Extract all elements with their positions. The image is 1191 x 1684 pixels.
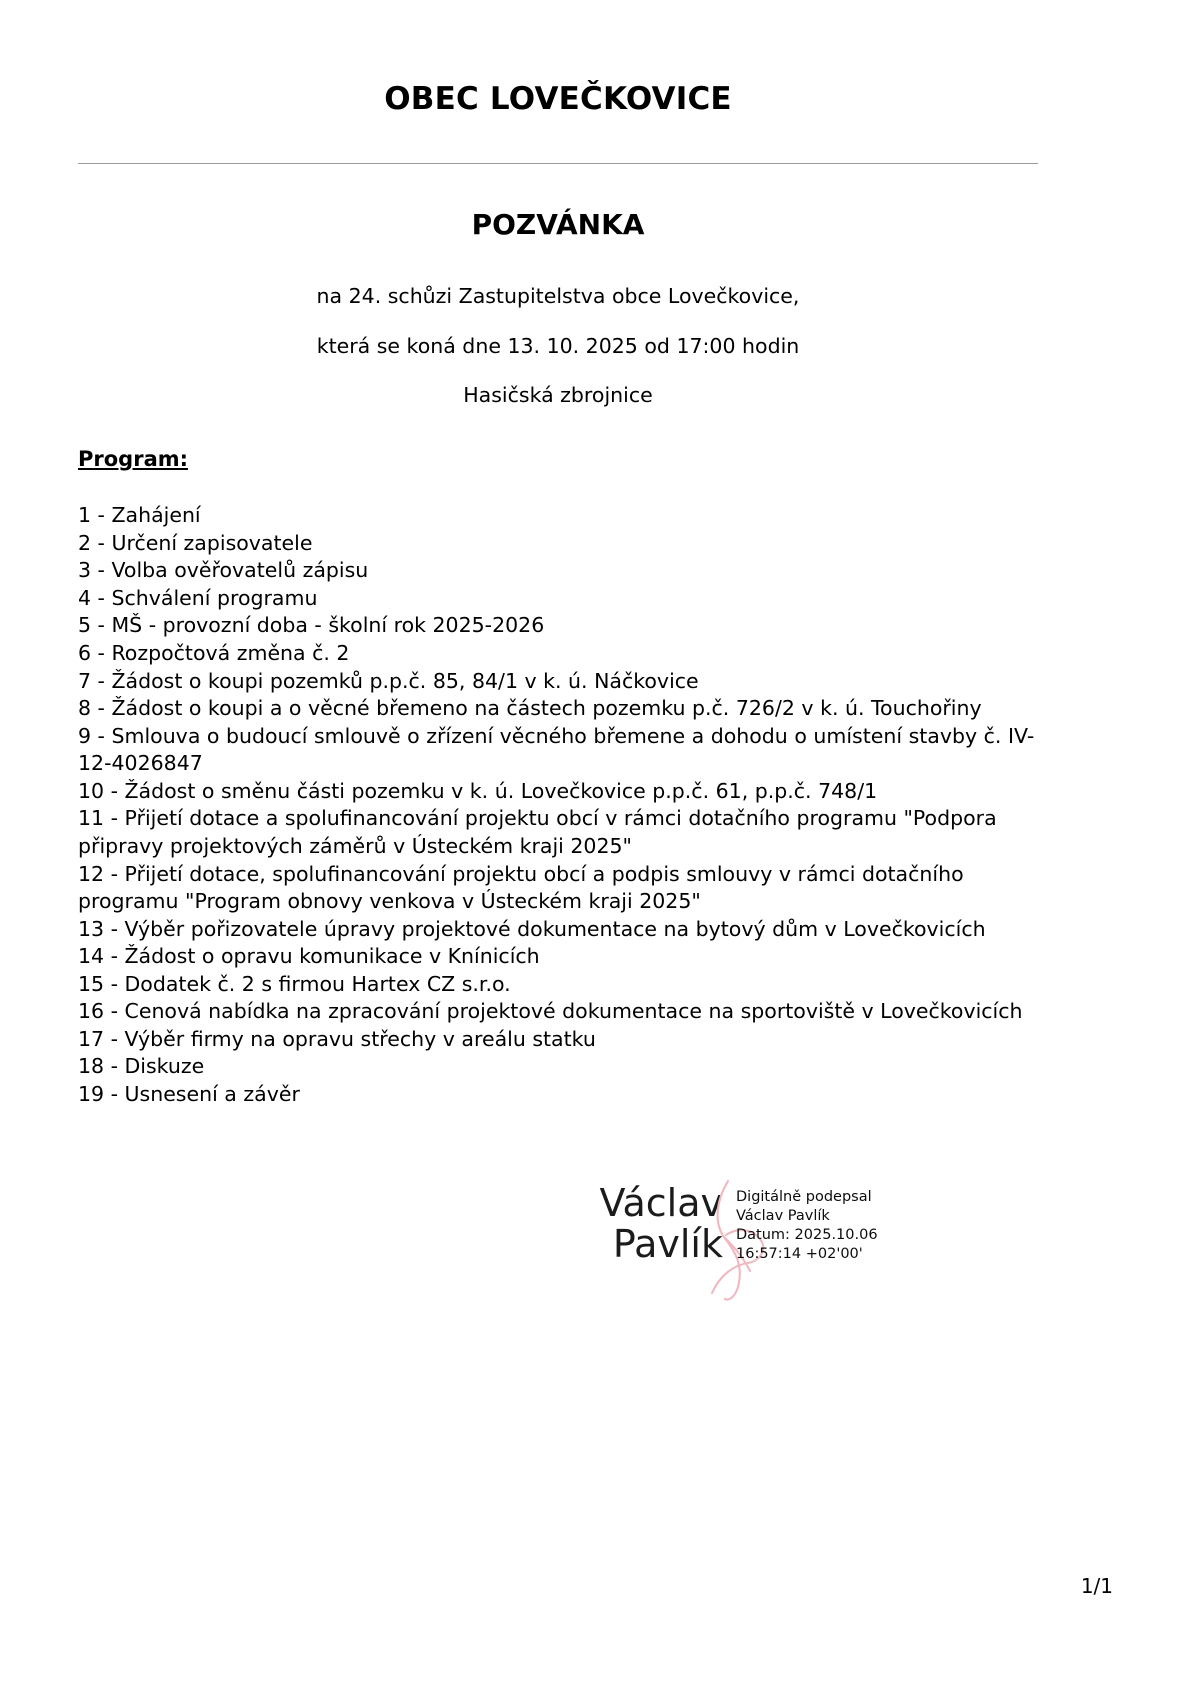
- document-content: [78, 0, 1038, 1109]
- intro-line-datetime: která se koná dne 13. 10. 2025 od 17:00 hodin: [316, 333, 800, 358]
- program-item: 16 - Cenová nabídka na zpracování projektové dokumentace na sportoviště v Lovečkovicích: [78, 999, 1023, 1024]
- program-item: 12 - Přijetí dotace, spolufinancování projektu obcí a podpis smlouvy v rámci dotačního programu "Program obnovy venkova v Ústeckém kraji 2025": [78, 861, 964, 914]
- program-item: 6 - Rozpočtová změna č. 2: [78, 641, 350, 666]
- organization-title: OBEC LOVEČKOVICE: [384, 81, 732, 117]
- program-item: 14 - Žádost o opravu komunikace v Knínicích: [78, 944, 540, 969]
- program-item: 7 - Žádost o koupi pozemků p.p.č. 85, 84/1 v k. ú. Náčkovice: [78, 668, 699, 693]
- signature-details: [736, 1188, 921, 1263]
- program-item: 17 - Výběr firmy na opravu střechy v areálu statku: [78, 1026, 596, 1051]
- page-number: 1/1: [1080, 1574, 1113, 1598]
- program-item: 4 - Schválení programu: [78, 585, 318, 610]
- program-item: 19 - Usnesení a závěr: [78, 1082, 300, 1107]
- program-heading: Program:: [78, 447, 189, 472]
- program-item: 3 - Volba ověřovatelů zápisu: [78, 558, 369, 583]
- program-item: 15 - Dodatek č. 2 s firmou Hartex CZ s.r.o.: [78, 971, 511, 996]
- signature-name: [588, 1183, 723, 1264]
- signature-name-last: Pavlík: [612, 1221, 723, 1266]
- program-item: 18 - Diskuze: [78, 1054, 205, 1079]
- program-item: 9 - Smlouva o budoucí smlouvě o zřízení věcného břemene a dohodu o umístení stavby č. IV-12-4026847: [78, 723, 1035, 776]
- program-item: 5 - MŠ - provozní doba - školní rok 2025-2026: [78, 613, 545, 638]
- program-item: 2 - Určení zapisovatele: [78, 530, 313, 555]
- intro-line-meeting: na 24. schůzi Zastupitelstva obce Lovečkovice,: [316, 284, 800, 309]
- signature-name-first: Václav: [599, 1181, 723, 1225]
- signature-detail-date: Datum: 2025.10.06: [736, 1226, 878, 1243]
- program-item: 1 - Zahájení: [78, 503, 201, 528]
- signature-detail-signer: Václav Pavlík: [736, 1207, 830, 1224]
- page-title: POZVÁNKA: [471, 207, 645, 241]
- signature-detail-time: 16:57:14 +02'00': [736, 1245, 863, 1262]
- digital-signature-block: [588, 1183, 918, 1303]
- program-item: 8 - Žádost o koupi a o věcné břemeno na částech pozemku p.č. 726/2 v k. ú. Touchořiny: [78, 696, 982, 721]
- intro-line-venue: Hasičská zbrojnice: [463, 383, 653, 408]
- program-item: 13 - Výběr pořizovatele úpravy projektové dokumentace na bytový dům v Lovečkovicích: [78, 916, 986, 941]
- program-item: 11 - Přijetí dotace a spolufinancování projektu obcí v rámci dotačního programu "Podpora připravy projektových záměrů v Ústeckém kraji 2025": [78, 806, 997, 858]
- program-list: [78, 472, 1038, 1108]
- program-item: 10 - Žádost o směnu části pozemku v k. ú. Lovečkovice p.p.č. 61, p.p.č. 748/1: [78, 778, 878, 803]
- signature-detail-signed-by: Digitálně podepsal: [736, 1189, 872, 1205]
